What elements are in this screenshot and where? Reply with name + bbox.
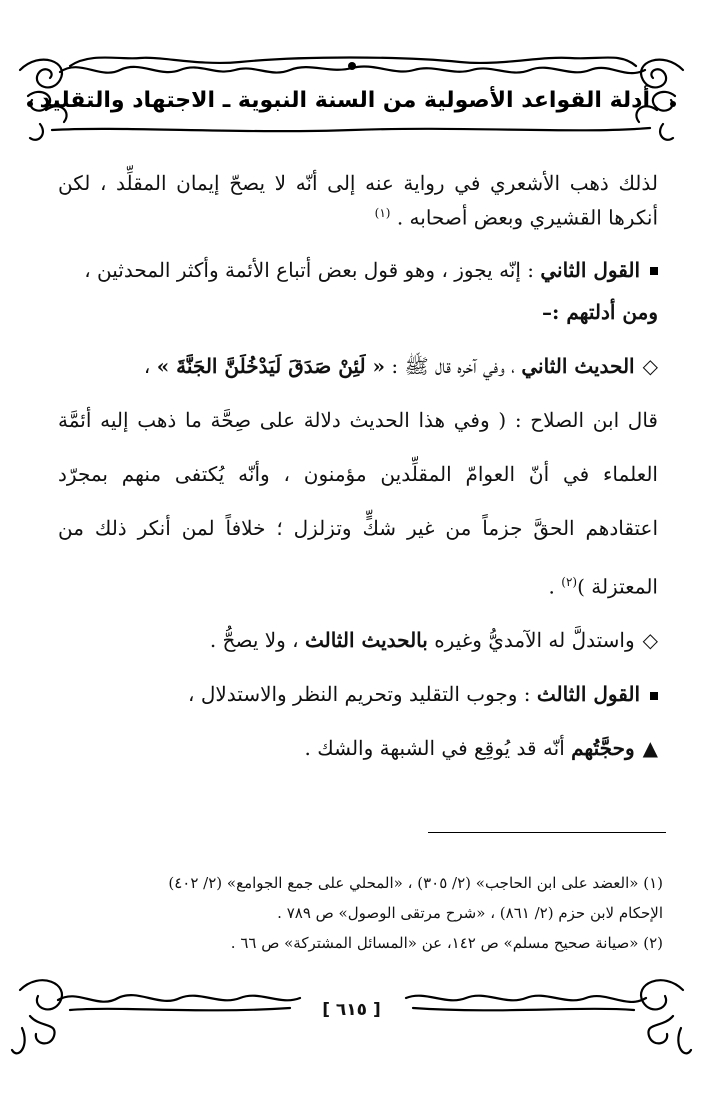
bottom-right-ornament <box>641 980 683 1009</box>
ibn-salah-quote: قال ابن الصلاح : ( وفي هذا الحديث دلالة على صِحَّة ما ذهب إليه أئمَّة العلماء في أنّ العوامّ المقلِّدين مؤمنون ، وأنّه يُكتفى منهم بمجرّد اعتقادهم الحقَّ جزماً من غير شكٍّ وتزلزل ؛ خلافاً لمن أنكر ذلك من المعتزلة ) <box>58 407 658 599</box>
footnotes <box>58 868 663 958</box>
paragraph-3: ومن أدلتهم :– <box>541 299 658 324</box>
footnote-1-line-2: الإحكام لابن حزم (٢/ ٨٦١) ، «شرح مرتقى الوصول» ص ٧٨٩ . <box>277 904 663 922</box>
triangle-bullet-icon: ▲ <box>642 736 658 761</box>
amidi-text: واستدلَّ له الآمديُّ وغيره <box>434 628 635 653</box>
black-square-bullet-icon <box>650 692 658 700</box>
top-right-ornament <box>641 60 683 88</box>
amidi-end: ، ولا يصحُّ . <box>209 628 299 653</box>
top-left-ornament <box>20 60 62 88</box>
third-opinion-label: القول الثالث <box>536 682 640 707</box>
paragraph-8 <box>58 721 658 775</box>
their-argument-label: وحجَّتُهم <box>571 736 635 761</box>
footnote-ref-1: (١) <box>374 206 391 220</box>
hadith-quote: « لَئِنْ صَدَقَ لَيَدْخُلَنَّ الجَنَّةَ » <box>156 353 386 378</box>
footnote-2: (٢) «صيانة صحيح مسلم» ص ١٤٢، عن «المسائل المشتركة» ص ٦٦ . <box>230 934 663 952</box>
header-rule <box>52 128 650 131</box>
second-opinion-text: : إنّه يجوز ، وهو قول بعض أتباع الأئمة وأكثر المحدثين ، <box>84 257 535 282</box>
main-text <box>58 168 658 775</box>
paragraph-5-end: . <box>548 574 555 599</box>
running-header-title: أدلة القواعد الأصولية من السنة النبوية ـ الاجتهاد والتقليد <box>39 88 650 113</box>
footnote-ref-2: (٢) <box>561 574 578 589</box>
page-number: [ ٦١٥ ] <box>322 1000 381 1020</box>
their-argument-text: أنّه قد يُوقِع في الشبهة والشك . <box>304 736 565 761</box>
bottom-left-ornament <box>20 980 62 1009</box>
black-square-bullet-icon <box>650 267 658 275</box>
paragraph-1 <box>58 168 658 233</box>
paragraph-1-text: لذلك ذهب الأشعري في رواية عنه إلى أنّه لا يصحّ إيمان المقلِّد ، لكن أنكرها القشيري وبعض أصحابه . <box>58 171 658 230</box>
paragraph-7 <box>58 667 658 721</box>
hadith-end: ، <box>143 353 151 378</box>
third-opinion-text: : وجوب التقليد وتحريم النظر والاستدلال ، <box>188 682 531 707</box>
diamond-bullet-icon: ◇ <box>642 353 658 378</box>
third-hadith-ref: بالحديث الثالث <box>304 628 428 653</box>
second-hadith-label: الحديث الثاني <box>521 353 635 378</box>
diamond-bullet-icon: ◇ <box>642 628 658 653</box>
paragraph-4 <box>58 339 658 393</box>
second-hadith-text: ، وفي آخره قال ﷺ : <box>391 353 515 378</box>
paragraph-6 <box>58 613 658 667</box>
paragraph-5 <box>58 393 658 614</box>
second-opinion-label: القول الثاني <box>540 257 640 282</box>
paragraph-2 <box>58 255 658 285</box>
footnote-1-line-1: (١) «العضد على ابن الحاجب» (٢/ ٣٠٥) ، «المحلي على جمع الجوامع» (٢/ ٤٠٢) <box>168 874 663 892</box>
footnote-separator <box>428 832 666 833</box>
